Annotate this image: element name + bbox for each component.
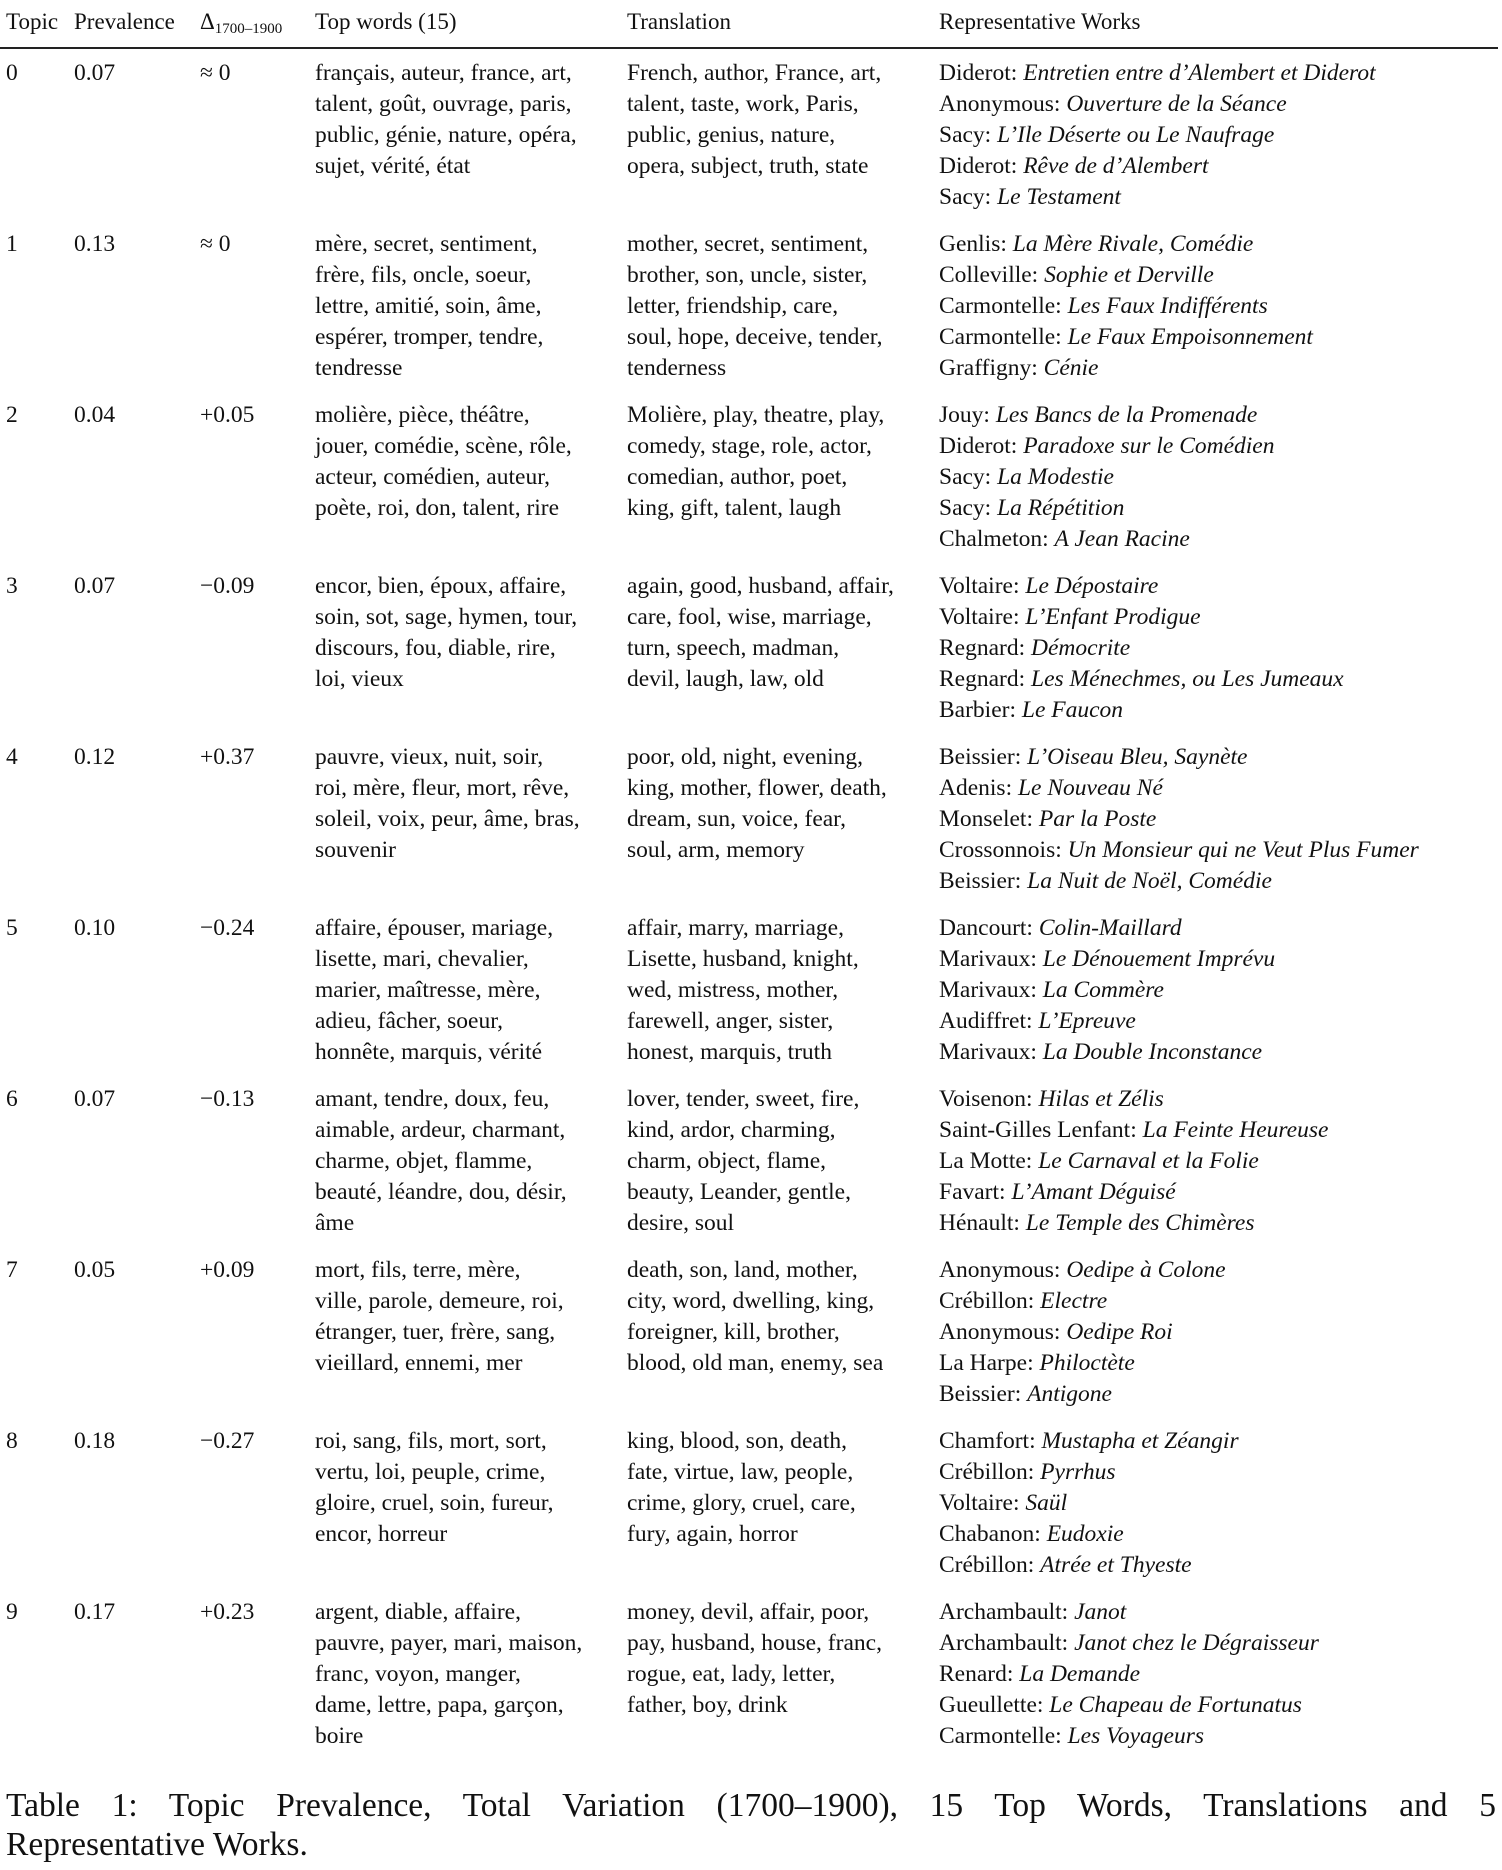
work-title: Sophie et Derville bbox=[1044, 262, 1214, 289]
cell-translation: mother, secret, sentiment, brother, son, uncle, sister, letter, friendship, care, soul, hope, deceive, tender, tenderness bbox=[627, 231, 883, 382]
cell-delta: −0.09 bbox=[200, 573, 255, 599]
work-entry bbox=[939, 1597, 1319, 1628]
work-title: La Mère Rivale, Comédie bbox=[1012, 231, 1254, 257]
work-entry bbox=[939, 664, 1344, 695]
work-title: Saül bbox=[1025, 1490, 1068, 1517]
cell-representative-works bbox=[939, 1597, 1319, 1752]
work-entry bbox=[939, 1488, 1239, 1519]
cell-delta: ≈ 0 bbox=[200, 231, 231, 257]
work-entry bbox=[939, 1721, 1319, 1752]
work-entry bbox=[939, 1519, 1239, 1550]
work-title: Pyrrhus bbox=[1040, 1459, 1116, 1486]
work-title: La Modestie bbox=[997, 464, 1114, 491]
work-author: Beissier: bbox=[939, 1381, 1022, 1408]
work-author: Gueullette: bbox=[939, 1692, 1044, 1719]
work-author: Archambault: bbox=[939, 1599, 1069, 1625]
cell-top-words: affaire, épouser, mariage, lisette, mari, chevalier, marier, maîtresse, mère, adieu, fâcher, soeur, honnête, marquis, vérité bbox=[315, 915, 554, 1066]
cell-topic: 7 bbox=[6, 1257, 18, 1283]
work-title: Le Nouveau Né bbox=[1017, 775, 1163, 802]
work-author: Saint-Gilles Lenfant: bbox=[939, 1117, 1137, 1144]
work-title: Les Bancs de la Promenade bbox=[995, 402, 1258, 428]
cell-prevalence: 0.13 bbox=[74, 231, 116, 257]
work-title: La Nuit de Noël, Comédie bbox=[1027, 868, 1272, 895]
work-title: Les Voyageurs bbox=[1067, 1723, 1204, 1750]
work-entry bbox=[939, 1084, 1328, 1115]
cell-top-words: français, auteur, france, art, talent, goût, ouvrage, paris, public, génie, nature, opéra, sujet, vérité, état bbox=[315, 60, 577, 180]
cell-top-words: roi, sang, fils, mort, sort, vertu, loi, peuple, crime, gloire, cruel, soin, fureur, encor, horreur bbox=[315, 1428, 554, 1548]
work-author: Regnard: bbox=[939, 635, 1026, 662]
work-entry bbox=[939, 1286, 1226, 1317]
cell-delta: −0.13 bbox=[200, 1086, 255, 1112]
work-entry bbox=[939, 182, 1376, 213]
cell-top-words: amant, tendre, doux, feu, aimable, ardeur, charmant, charme, objet, flamme, beauté, léandre, dou, désir, âme bbox=[315, 1086, 567, 1237]
work-title: Le Temple des Chimères bbox=[1025, 1210, 1255, 1237]
work-entry bbox=[939, 260, 1313, 291]
cell-delta: +0.09 bbox=[200, 1257, 255, 1283]
work-author: Graffigny: bbox=[939, 355, 1038, 382]
work-title: Démocrite bbox=[1031, 635, 1131, 662]
work-title: Le Dépostaire bbox=[1025, 573, 1159, 599]
work-author: Colleville: bbox=[939, 262, 1039, 289]
work-entry bbox=[939, 1550, 1239, 1581]
cell-representative-works bbox=[939, 571, 1344, 726]
cell-prevalence: 0.18 bbox=[74, 1428, 116, 1454]
cell-top-words: argent, diable, affaire, pauvre, payer, mari, maison, franc, voyon, manger, dame, lettre, papa, garçon, boire bbox=[315, 1599, 583, 1750]
cell-top-words: pauvre, vieux, nuit, soir, roi, mère, fleur, mort, rêve, soleil, voix, peur, âme, bras, souvenir bbox=[315, 744, 580, 864]
work-author: Crébillon: bbox=[939, 1459, 1035, 1486]
header-representative-works: Representative Works bbox=[939, 9, 1141, 34]
work-title: La Répétition bbox=[997, 495, 1125, 522]
work-title: Electre bbox=[1040, 1288, 1108, 1315]
caption-line-1: Table 1: Topic Prevalence, Total Variation (1700–1900), 15 Top Words, Translations and 5 bbox=[6, 1787, 1496, 1824]
work-entry bbox=[939, 944, 1275, 975]
work-author: Hénault: bbox=[939, 1210, 1020, 1237]
cell-translation: money, devil, affair, poor, pay, husband, house, franc, rogue, eat, lady, letter, father, boy, drink bbox=[627, 1599, 882, 1719]
work-entry bbox=[939, 804, 1419, 835]
work-author: Sacy: bbox=[939, 464, 992, 491]
header-rule bbox=[0, 47, 1498, 49]
work-author: Anonymous: bbox=[939, 1319, 1061, 1346]
work-entry bbox=[939, 975, 1275, 1006]
work-entry bbox=[939, 1115, 1328, 1146]
cell-top-words: mère, secret, sentiment, frère, fils, oncle, soeur, lettre, amitié, soin, âme, espérer, tromper, tendre, tendresse bbox=[315, 231, 544, 382]
cell-translation: lover, tender, sweet, fire, kind, ardor, charming, charm, object, flame, beauty, Leander, gentle, desire, soul bbox=[627, 1086, 860, 1237]
work-title: Oedipe Roi bbox=[1066, 1319, 1173, 1346]
work-author: Regnard: bbox=[939, 666, 1026, 693]
cell-prevalence: 0.12 bbox=[74, 744, 116, 770]
work-entry bbox=[939, 913, 1275, 944]
work-entry bbox=[939, 58, 1376, 89]
cell-translation: French, author, France, art, talent, taste, work, Paris, public, genius, nature, opera, subject, truth, state bbox=[627, 60, 882, 180]
cell-topic: 8 bbox=[6, 1428, 18, 1454]
work-author: Chalmeton: bbox=[939, 526, 1049, 553]
work-author: Crébillon: bbox=[939, 1552, 1035, 1579]
work-title: Le Testament bbox=[997, 184, 1121, 211]
work-entry bbox=[939, 1146, 1328, 1177]
cell-representative-works bbox=[939, 58, 1376, 213]
work-author: Barbier: bbox=[939, 697, 1016, 724]
cell-topic: 1 bbox=[6, 231, 18, 257]
work-title: Le Carnaval et la Folie bbox=[1038, 1148, 1259, 1175]
cell-prevalence: 0.07 bbox=[74, 1086, 116, 1112]
work-title: La Commère bbox=[1042, 977, 1164, 1004]
work-title: Le Dénouement Imprévu bbox=[1042, 946, 1276, 973]
cell-delta: +0.37 bbox=[200, 744, 255, 770]
work-entry bbox=[939, 571, 1344, 602]
cell-prevalence: 0.04 bbox=[74, 402, 116, 428]
work-entry bbox=[939, 1659, 1319, 1690]
cell-topic: 4 bbox=[6, 744, 18, 770]
work-entry bbox=[939, 353, 1313, 384]
work-entry bbox=[939, 1037, 1275, 1068]
header-delta-symbol: Δ bbox=[200, 9, 215, 34]
work-author: Diderot: bbox=[939, 153, 1018, 180]
work-title: Antigone bbox=[1027, 1381, 1112, 1408]
cell-top-words: molière, pièce, théâtre, jouer, comédie, scène, rôle, acteur, comédien, auteur, poète, roi, don, talent, rire bbox=[315, 402, 572, 522]
work-author: Favart: bbox=[939, 1179, 1006, 1206]
work-title: L’Amant Déguisé bbox=[1011, 1179, 1176, 1206]
work-author: Renard: bbox=[939, 1661, 1014, 1688]
work-title: La Demande bbox=[1019, 1661, 1141, 1688]
header-topic: Topic bbox=[6, 9, 59, 34]
cell-representative-works bbox=[939, 229, 1313, 384]
work-title: Hilas et Zélis bbox=[1038, 1086, 1164, 1112]
work-title: Mustapha et Zéangir bbox=[1041, 1428, 1239, 1454]
work-author: Sacy: bbox=[939, 184, 992, 211]
work-title: Rêve de d’Alembert bbox=[1023, 153, 1209, 180]
work-author: La Motte: bbox=[939, 1148, 1033, 1175]
work-entry bbox=[939, 89, 1376, 120]
work-title: Les Faux Indifférents bbox=[1067, 293, 1268, 320]
table-caption bbox=[6, 1786, 1496, 1864]
work-title: L’Enfant Prodigue bbox=[1025, 604, 1201, 631]
work-entry bbox=[939, 151, 1376, 182]
work-entry bbox=[939, 524, 1274, 555]
cell-prevalence: 0.10 bbox=[74, 915, 116, 941]
work-entry bbox=[939, 229, 1313, 260]
work-author: Monselet: bbox=[939, 806, 1033, 833]
work-author: Voltaire: bbox=[939, 1490, 1020, 1517]
work-entry bbox=[939, 462, 1274, 493]
work-title: Le Chapeau de Fortunatus bbox=[1049, 1692, 1302, 1719]
work-entry bbox=[939, 1006, 1275, 1037]
work-entry bbox=[939, 773, 1419, 804]
work-title: La Double Inconstance bbox=[1042, 1039, 1263, 1066]
work-entry bbox=[939, 1379, 1226, 1410]
work-entry bbox=[939, 1348, 1226, 1379]
work-author: La Harpe: bbox=[939, 1350, 1034, 1377]
work-title: Le Faucon bbox=[1021, 697, 1124, 724]
cell-representative-works bbox=[939, 400, 1274, 555]
cell-topic: 5 bbox=[6, 915, 18, 941]
work-author: Sacy: bbox=[939, 495, 992, 522]
work-title: Philoctète bbox=[1039, 1350, 1135, 1377]
work-title: L’Oiseau Bleu, Saynète bbox=[1027, 744, 1248, 770]
cell-top-words: encor, bien, époux, affaire, soin, sot, sage, hymen, tour, discours, fou, diable, rire, loi, vieux bbox=[315, 573, 578, 693]
cell-representative-works bbox=[939, 913, 1275, 1068]
work-entry bbox=[939, 835, 1419, 866]
work-title: Eudoxie bbox=[1046, 1521, 1124, 1548]
cell-translation: affair, marry, marriage, Lisette, husband, knight, wed, mistress, mother, farewell, anger, sister, honest, marquis, truth bbox=[627, 915, 859, 1066]
work-entry bbox=[939, 742, 1419, 773]
cell-topic: 9 bbox=[6, 1599, 18, 1625]
cell-prevalence: 0.07 bbox=[74, 573, 116, 599]
work-author: Adenis: bbox=[939, 775, 1013, 802]
work-title: A Jean Racine bbox=[1054, 526, 1190, 553]
work-entry bbox=[939, 602, 1344, 633]
work-entry bbox=[939, 291, 1313, 322]
work-author: Voltaire: bbox=[939, 573, 1020, 599]
work-entry bbox=[939, 866, 1419, 897]
header-prevalence: Prevalence bbox=[74, 9, 175, 34]
work-author: Anonymous: bbox=[939, 1257, 1061, 1283]
cell-representative-works bbox=[939, 1426, 1239, 1581]
work-author: Dancourt: bbox=[939, 915, 1033, 941]
work-title: L’Epreuve bbox=[1038, 1008, 1136, 1035]
work-author: Carmontelle: bbox=[939, 1723, 1062, 1750]
work-title: L’Ile Déserte ou Le Naufrage bbox=[997, 122, 1275, 149]
cell-prevalence: 0.05 bbox=[74, 1257, 116, 1283]
cell-translation: again, good, husband, affair, care, fool, wise, marriage, turn, speech, madman, devil, laugh, law, old bbox=[627, 573, 894, 693]
work-title: Cénie bbox=[1043, 355, 1099, 382]
work-author: Beissier: bbox=[939, 744, 1022, 770]
header-delta bbox=[200, 8, 282, 36]
work-author: Audiffret: bbox=[939, 1008, 1033, 1035]
cell-translation: poor, old, night, evening, king, mother, flower, death, dream, sun, voice, fear, soul, arm, memory bbox=[627, 744, 887, 864]
work-entry bbox=[939, 633, 1344, 664]
work-entry bbox=[939, 431, 1274, 462]
work-author: Voisenon: bbox=[939, 1086, 1033, 1112]
cell-topic: 3 bbox=[6, 573, 18, 599]
work-title: Paradoxe sur le Comédien bbox=[1023, 433, 1275, 460]
work-author: Chamfort: bbox=[939, 1428, 1036, 1454]
header-delta-subscript: 1700–1900 bbox=[214, 21, 283, 37]
work-title: Entretien entre d’Alembert et Diderot bbox=[1023, 60, 1376, 86]
work-entry bbox=[939, 1457, 1239, 1488]
work-title: Ouverture de la Séance bbox=[1066, 91, 1287, 118]
work-author: Voltaire: bbox=[939, 604, 1020, 631]
cell-prevalence: 0.07 bbox=[74, 60, 116, 86]
cell-representative-works bbox=[939, 1255, 1226, 1410]
cell-translation: king, blood, son, death, fate, virtue, law, people, crime, glory, cruel, care, fury, again, horror bbox=[627, 1428, 856, 1548]
work-author: Crébillon: bbox=[939, 1288, 1035, 1315]
work-title: Janot chez le Dégraisseur bbox=[1074, 1630, 1319, 1657]
work-author: Carmontelle: bbox=[939, 293, 1062, 320]
work-title: Un Monsieur qui ne Veut Plus Fumer bbox=[1067, 837, 1419, 864]
cell-translation: Molière, play, theatre, play, comedy, stage, role, actor, comedian, author, poet, king, gift, talent, laugh bbox=[627, 402, 885, 522]
work-title: Colin-Maillard bbox=[1038, 915, 1182, 941]
work-author: Marivaux: bbox=[939, 946, 1037, 973]
cell-prevalence: 0.17 bbox=[74, 1599, 116, 1625]
work-entry bbox=[939, 1317, 1226, 1348]
work-title: La Feinte Heureuse bbox=[1142, 1117, 1329, 1144]
work-title: Par la Poste bbox=[1038, 806, 1157, 833]
work-entry bbox=[939, 400, 1274, 431]
work-entry bbox=[939, 1177, 1328, 1208]
work-author: Carmontelle: bbox=[939, 324, 1062, 351]
work-author: Archambault: bbox=[939, 1630, 1069, 1657]
work-title: Janot bbox=[1074, 1599, 1127, 1625]
work-title: Oedipe à Colone bbox=[1066, 1257, 1226, 1283]
work-entry bbox=[939, 322, 1313, 353]
work-entry bbox=[939, 120, 1376, 151]
cell-representative-works bbox=[939, 742, 1419, 897]
work-author: Sacy: bbox=[939, 122, 992, 149]
work-entry bbox=[939, 1628, 1319, 1659]
work-author: Diderot: bbox=[939, 433, 1018, 460]
cell-delta: −0.27 bbox=[200, 1428, 255, 1454]
work-author: Crossonnois: bbox=[939, 837, 1062, 864]
header-top-words: Top words (15) bbox=[315, 9, 457, 34]
work-entry bbox=[939, 1255, 1226, 1286]
work-entry bbox=[939, 1208, 1328, 1239]
work-author: Genlis: bbox=[939, 231, 1007, 257]
work-author: Marivaux: bbox=[939, 977, 1037, 1004]
cell-top-words: mort, fils, terre, mère, ville, parole, demeure, roi, étranger, tuer, frère, sang, vieillard, ennemi, mer bbox=[315, 1257, 564, 1377]
cell-topic: 6 bbox=[6, 1086, 18, 1112]
cell-delta: −0.24 bbox=[200, 915, 255, 941]
cell-delta: ≈ 0 bbox=[200, 60, 231, 86]
work-entry bbox=[939, 1690, 1319, 1721]
cell-topic: 0 bbox=[6, 60, 18, 86]
cell-delta: +0.05 bbox=[200, 402, 255, 428]
work-title: Le Faux Empoisonnement bbox=[1067, 324, 1313, 351]
cell-representative-works bbox=[939, 1084, 1328, 1239]
cell-delta: +0.23 bbox=[200, 1599, 255, 1625]
work-entry bbox=[939, 695, 1344, 726]
work-title: Les Ménechmes, ou Les Jumeaux bbox=[1031, 666, 1344, 693]
work-title: Atrée et Thyeste bbox=[1040, 1552, 1192, 1579]
header-translation: Translation bbox=[627, 9, 731, 34]
work-author: Marivaux: bbox=[939, 1039, 1037, 1066]
work-author: Chabanon: bbox=[939, 1521, 1041, 1548]
work-author: Diderot: bbox=[939, 60, 1018, 86]
cell-translation: death, son, land, mother, city, word, dwelling, king, foreigner, kill, brother, blood, old man, enemy, sea bbox=[627, 1257, 884, 1377]
work-entry bbox=[939, 493, 1274, 524]
cell-topic: 2 bbox=[6, 402, 18, 428]
work-author: Jouy: bbox=[939, 402, 990, 428]
work-entry bbox=[939, 1426, 1239, 1457]
work-author: Beissier: bbox=[939, 868, 1022, 895]
work-author: Anonymous: bbox=[939, 91, 1061, 118]
caption-line-2: Representative Works. bbox=[6, 1826, 308, 1863]
